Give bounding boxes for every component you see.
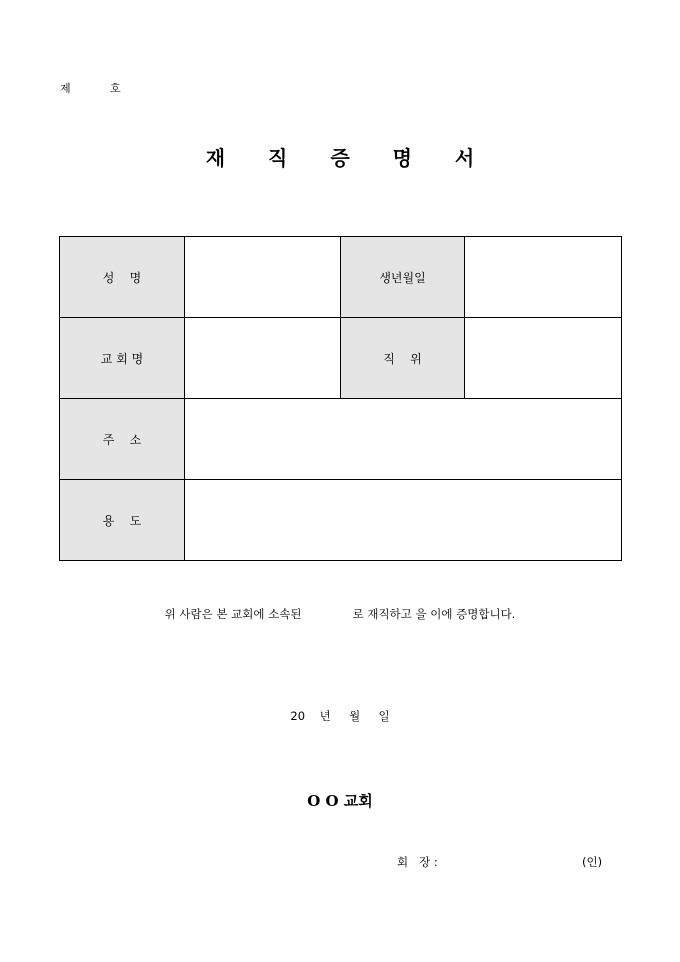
position-label-text: 직 위: [383, 351, 422, 366]
issue-date: 20 년 월 일: [290, 709, 390, 723]
birth-date-label: [341, 237, 465, 318]
table-row: [60, 480, 622, 561]
document-title: 재 직 증 명 서: [205, 146, 493, 170]
church-name-label: [60, 318, 185, 399]
name-field[interactable]: [185, 237, 341, 318]
signature-label: 회 장 :: [397, 855, 438, 869]
certificate-form-table: [59, 236, 622, 561]
position-field[interactable]: [465, 318, 622, 399]
doc-number-suffix: 호: [110, 82, 121, 95]
doc-number-prefix: 제: [60, 82, 71, 95]
birth-date-label-text: 생년월일: [379, 270, 426, 285]
church-name-field[interactable]: [185, 318, 341, 399]
certification-statement: 위 사람은 본 교회에 소속된 로 재직하고 을 이에 증명합니다.: [164, 607, 516, 621]
table-row: [60, 237, 622, 318]
purpose-label: [60, 480, 185, 561]
seal-mark: (인): [582, 855, 603, 869]
church-name-label-text: 교 회 명: [100, 351, 144, 366]
address-field[interactable]: [185, 399, 622, 480]
name-label-text: 성 명: [102, 270, 142, 285]
birth-date-field[interactable]: [465, 237, 622, 318]
table-row: [60, 318, 622, 399]
table-row: [60, 399, 622, 480]
address-label-text: 주 소: [102, 432, 142, 447]
name-label: [60, 237, 185, 318]
church-name: O O 교회: [307, 792, 373, 810]
purpose-field[interactable]: [185, 480, 622, 561]
position-label: [341, 318, 465, 399]
document-number: [60, 80, 121, 96]
address-label: [60, 399, 185, 480]
purpose-label-text: 용 도: [102, 513, 142, 528]
